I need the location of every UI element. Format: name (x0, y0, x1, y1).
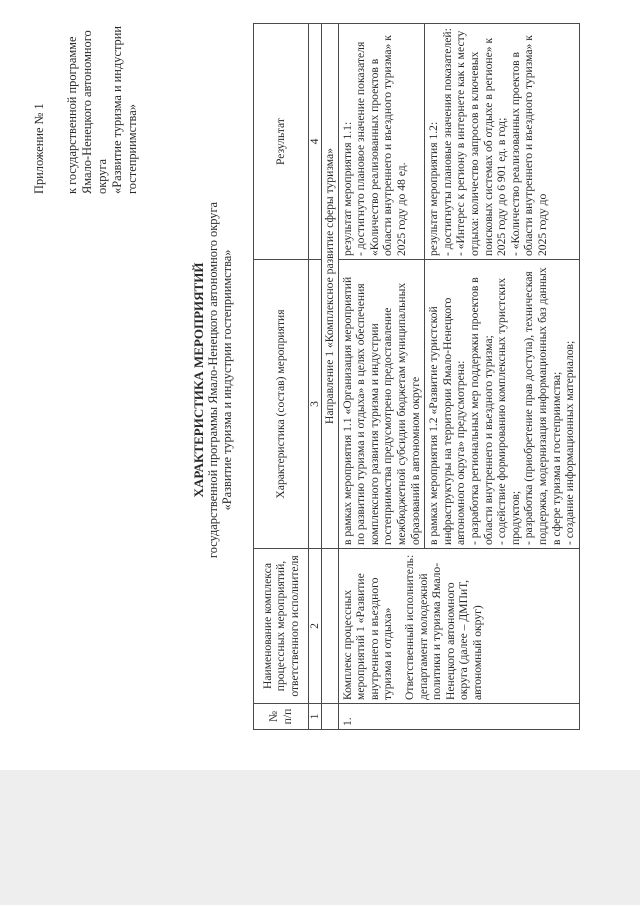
row-number: 1. (338, 704, 579, 730)
description-cell: в рамках мероприятия 1.2 «Развитие туристской инфраструктуры на территории Ямало-Ненецкого автономного округа» предусмотрена: - разработка региональных мер поддержки проектов в области внутреннего и въездного туризма; - содействие формированию комплексных туристских продуктов; - разработка (приобретение прав доступа), техническая поддержка, модернизация информационных баз данных в сфере туризма и гостеприимства; - создание информационных материалов; (425, 260, 580, 549)
section-num-cell (322, 704, 339, 730)
document-subtitle: государственной программы Ямало-Ненецкого автономного округа (206, 201, 220, 559)
column-number-row (309, 24, 322, 730)
result-cell: результат мероприятия 1.1: - достигнуто плановое значение показателя «Количество реализованных проектов в области внутреннего и въездного туризма» к 2025 году до 48 ед. (338, 24, 425, 260)
appendix-block (32, 4, 140, 194)
activities-table (253, 23, 580, 730)
table-row (338, 24, 425, 730)
section-name-cell (322, 549, 339, 704)
header-num: № п/п (254, 704, 309, 730)
header-description: Характеристика (состав) мероприятия (254, 260, 309, 549)
scan-margin (0, 770, 640, 905)
document-heading (192, 20, 234, 740)
column-number: 4 (309, 24, 322, 260)
column-number: 2 (309, 549, 322, 704)
rotated-document (15, 20, 625, 740)
document-title: ХАРАКТЕРИСТИКА МЕРОПРИЯТИЙ (191, 262, 206, 498)
row-name-cell (338, 549, 579, 704)
column-number: 1 (309, 704, 322, 730)
description-cell: в рамках мероприятия 1.1 «Организация мероприятий по развитию туризма и отдыха» в целях обеспечения комплексного развития туризма и индустрии гостеприимства предусмотрено предоставление межбюджетной субсидии бюджетам муниципальных образований в автономном округе (338, 260, 425, 549)
result-cell: результат мероприятия 1.2: - достигнуты плановые значения показателей: - «Интерес к региону в интернете как к месту отдыха: количество запросов в ключевых поисковых системах об отдыхе в регионе» к 2025 году до 6 901 ед. в год; - «Количество реализованных проектов в области внутреннего и въездного туризма» к 2025 году до (425, 24, 580, 260)
appendix-number: Приложение № 1 (32, 103, 46, 194)
appendix-line: гостеприимства» (125, 104, 139, 194)
appendix-line: к государственной программе (65, 36, 79, 194)
responsible-executor: Ответственный исполнитель: департамент молодежной политики и туризма Ямало-Ненецкого автономного округа (далее – ДМПиТ, автономный округ) (402, 554, 484, 700)
header-result: Результат (254, 24, 309, 260)
section-title: Направление 1 «Комплексное развитие сферы туризма» (322, 24, 339, 549)
complex-name: Комплекс процессных мероприятий 1 «Развитие внутреннего и въездного туризма и отдыха» (340, 573, 395, 700)
appendix-line: «Развитие туризма и индустрии (110, 26, 124, 194)
document-subtitle: «Развитие туризма и индустрии гостеприимства» (220, 249, 234, 511)
section-row (322, 24, 339, 730)
column-number: 3 (309, 260, 322, 549)
header-name: Наименование комплекса процессных мероприятий, ответственного исполнителя (254, 549, 309, 704)
table-header-row (254, 24, 309, 730)
appendix-line: Ямало-Ненецкого автономного округа (80, 30, 109, 194)
